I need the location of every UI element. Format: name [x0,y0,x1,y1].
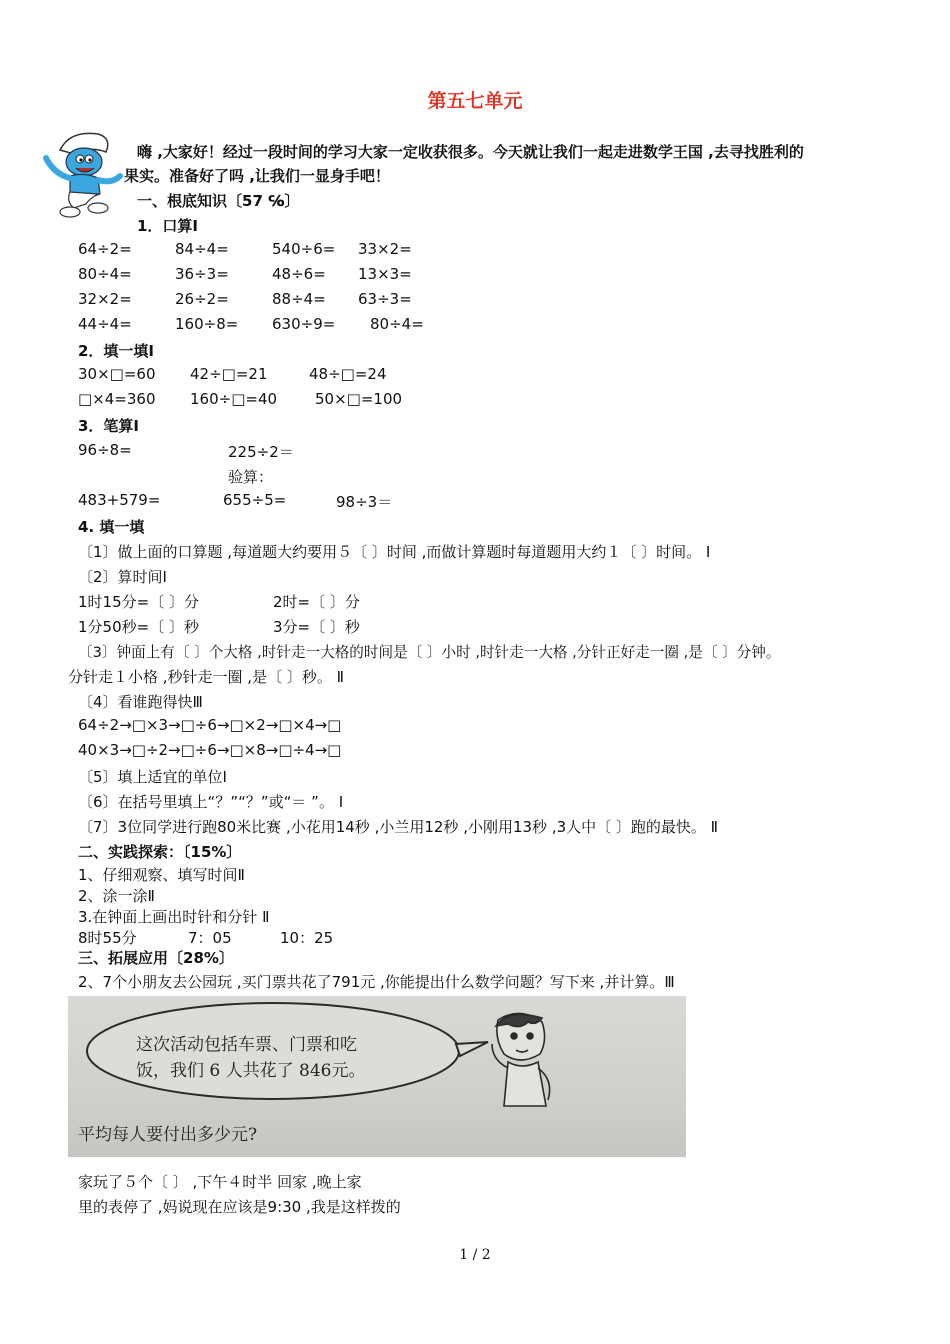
section-3-line-b: 里的表停了 ,妈说现在应该是9:30 ,我是这样拨的 [78,1198,401,1216]
oral-item: 80÷4= [78,265,132,283]
speech-bubble-line-2: 饭，我们 6 人共花了 846元。 [136,1061,366,1081]
chain-1: 64÷2→□×3→□÷6→□×2→□×4→□ [78,716,342,734]
oral-item: 32×2= [78,290,132,308]
written-item-d: 655÷5= [223,491,287,509]
written-item-a: 96÷8= [78,441,132,459]
question-2: 〔2〕算时间Ⅰ [78,568,167,586]
time-item: 1时15分=〔 〕分 [78,593,199,611]
subsection-fillin-heading: 4. 填一填 [78,518,145,536]
clock-times-row [78,927,478,947]
oral-item: 630÷9= [272,315,336,333]
written-item-b: 225÷2＝ [228,443,294,461]
time-item: 2时=〔 〕分 [273,593,360,611]
fill-row-2 [78,390,578,410]
subsection-oral-heading: 1．口算Ⅰ [137,217,199,235]
smurf-mascot-illustration [40,128,132,220]
oral-item: 84÷4= [175,240,229,258]
oral-item: 36÷3= [175,265,229,283]
oral-item: 26÷2= [175,290,229,308]
oral-item: 44÷4= [78,315,132,333]
clock-time: 8时55分 [78,929,137,947]
time-item: 1分50秒=〔 〕秒 [78,618,199,636]
question-3-line-2: 分针走１小格 ,秒针走一圈 ,是〔 〕秒。 Ⅱ [68,668,344,686]
oral-row-2 [78,265,578,285]
oral-row-4 [78,315,578,335]
question-5: 〔5〕填上适宜的单位Ⅰ [78,768,227,786]
fill-item: 30×□=60 [78,365,156,383]
question-7: 〔7〕3位同学进行跑80米比赛 ,小花用14秒 ,小兰用12秒 ,小刚用13秒 ,3人中〔 〕跑的最快。 Ⅱ [78,818,719,836]
oral-row-3 [78,290,578,310]
fill-item: 50×□=100 [315,390,403,408]
intro-line-1: 嗨 ,大家好！经过一段时间的学习大家一定收获很多。今天就让我们一起走进数学王国 ,去寻找胜利的 [137,143,804,161]
question-3-line-1: 〔3〕钟面上有〔 〕个大格 ,时针走一大格的时间是〔 〕小时 ,时针走一大格 ,分针正好走一圈 ,是〔 〕分钟。 [78,644,781,661]
clock-time: 10：25 [280,929,334,947]
time-item: 3分=〔 〕秒 [273,618,360,636]
section-2-item-3: 3.在钟面上画出时针和分针 Ⅱ [78,908,270,926]
oral-item: 48÷6= [272,265,326,283]
clock-time: 7：05 [188,929,232,947]
fill-item: 42÷□=21 [190,365,268,383]
question-4: 〔4〕看谁跑得快Ⅲ [78,693,203,711]
question-6: 〔6〕在括号里填上“？”“？”或“＝ ”。 Ⅰ [78,793,344,811]
subsection-fill-heading: 2．填一填Ⅰ [78,342,155,360]
written-check-label: 验算： [228,468,274,486]
oral-item: 540÷6= [272,240,336,258]
oral-item: 88÷4= [272,290,326,308]
oral-item: 13×3= [358,265,412,283]
oral-item: 80÷4= [370,315,424,333]
section-3-item-2: 2、7个小朋友去公园玩 ,买门票共花了791元 ,你能提出什么数学问题？写下来 ,并计算。Ⅲ [78,973,675,991]
section-2-item-2: 2、涂一涂Ⅱ [78,887,155,905]
section-2-item-1: 1、仔细观察、填写时间Ⅱ [78,866,245,884]
oral-item: 160÷8= [175,315,239,333]
section-3-heading: 三、拓展应用〔28%〕 [78,949,234,967]
oral-row-1 [78,240,578,260]
oral-item: 64÷2= [78,240,132,258]
chain-2: 40×3→□÷2→□÷6→□×8→□÷4→□ [78,741,342,759]
textbook-problem-photo [68,996,686,1157]
speech-bubble-line-1: 这次活动包括车票、门票和吃 [136,1035,357,1055]
subsection-written-heading: 3．笔算Ⅰ [78,417,140,435]
section-2-heading: 二、实践探索：〔15%〕 [78,843,242,861]
boy-illustration [492,1013,550,1106]
fill-item: 160÷□=40 [190,390,278,408]
written-item-e: 98÷3＝ [336,493,393,511]
section-1-heading: 一、根底知识〔57 ℅〕 [137,192,300,210]
fill-row-1 [78,365,578,385]
oral-item: 33×2= [358,240,412,258]
page-title: 第五七单元 [427,90,523,112]
fill-item: □×4=360 [78,390,156,408]
written-item-c: 483+579= [78,491,161,509]
time-row-2 [78,616,578,636]
section-3-line-a: 家玩了５个〔 〕 ,下午４时半 回家 ,晚上家 [78,1173,362,1191]
page-number: 1 / 2 [459,1247,491,1263]
question-1: 〔1〕做上面的口算题 ,每道题大约要用５〔 〕时间 ,而做计算题时每道题用大约１〔 〕时间。 Ⅰ [78,543,711,561]
time-row-1 [78,591,578,611]
oral-item: 63÷3= [358,290,412,308]
intro-line-2: 果实。准备好了吗 ,让我们一显身手吧！ [124,167,390,185]
photo-question: 平均每人要付出多少元? [78,1125,258,1145]
fill-item: 48÷□=24 [309,365,387,383]
